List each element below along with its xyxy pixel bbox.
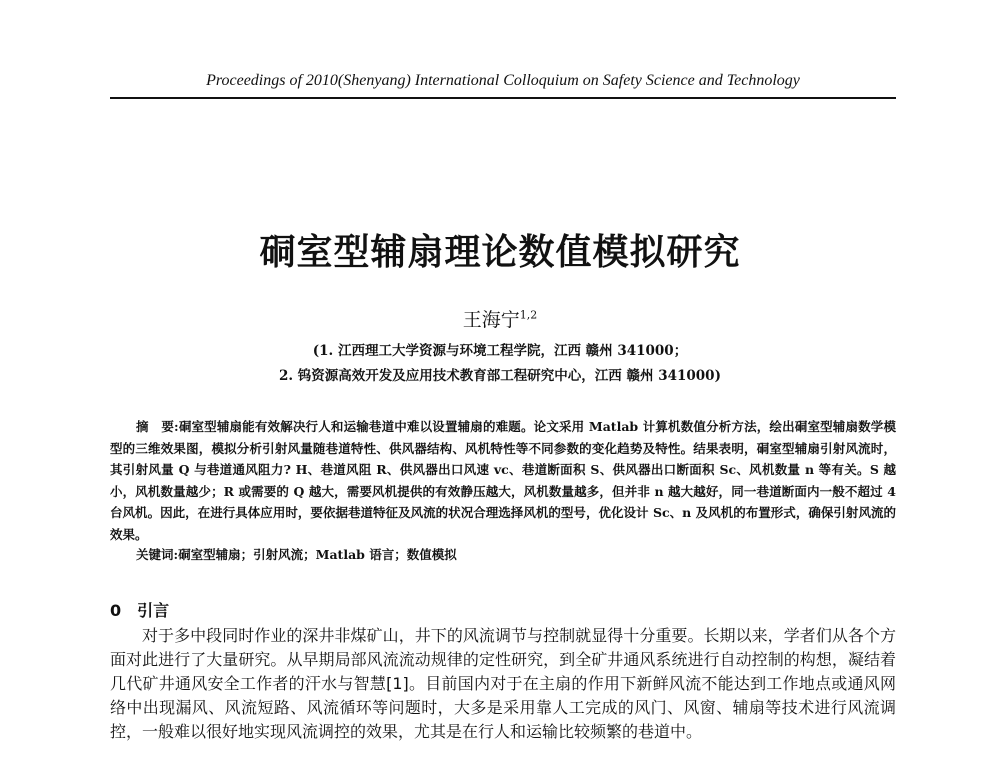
abstract-text: 硐室型辅扇能有效解决行人和运输巷道中难以设置辅扇的难题。论文采用 Matlab 计算机数值分析方法，绘出硐室型辅扇数学模型的三维效果图，模拟分析引射风量随巷道特性、供风器结构、风机特性等不同参数的变化趋势及特性。结果表明，硐室型辅扇引射风流时，其引射风量 Q 与巷道通风阻力? H、巷道风阻 R、供风器出口风速 vc、巷道断面积 S、供风器出口断面积 Sc、风机数量 n 等有关。S 越小，风机数量越少；R 或需要的 Q 越大，需要风机提供的有效静压越大，风机数量越多，但并非 n 越大越好，同一巷道断面内一般不超过 4 台风机。因此，在进行具体应用时，要依据巷道特征及风流的状况合理选择风机的型号，优化设计 Sc、n 及风机的布置形式，确保引射风流的效果。 [110,419,896,542]
abstract [110,416,896,545]
keywords [136,545,896,563]
section-heading: 0 引言 [110,601,170,620]
header-rule [110,97,896,99]
body-paragraph: 对于多中段同时作业的深井非煤矿山，井下的风流调节与控制就显得十分重要。长期以来，学者们从各个方面对此进行了大量研究。从早期局部风流流动规律的定性研究，到全矿井通风系统进行自动控制的构想，凝结着几代矿井通风安全工作者的汗水与智慧[1]。目前国内对于在主扇的作用下新鲜风流不能达到工作地点或通风网络中出现漏风、风流短路、风流循环等问题时，大多是采用靠人工完成的风门、风窗、辅扇等技术进行风流调控，一般难以很好地实现风流调控的效果，尤其是在行人和运输比较频繁的巷道中。 [110,626,896,741]
keywords-label: 关键词: [136,547,179,562]
affiliation-1: (1. 江西理工大学资源与环境工程学院，江西 赣州 341000； [312,343,688,359]
paper-title: 硐室型辅扇理论数值模拟研究 [259,231,741,273]
running-header: Proceedings of 2010(Shenyang) International Colloquium on Safety Science and Technology [206,72,800,89]
keywords-text: 硐室型辅扇；引射风流；Matlab 语言；数值模拟 [178,547,457,562]
affiliation-2: 2. 钨资源高效开发及应用技术教育部工程研究中心，江西 赣州 341000) [279,368,721,384]
author-name: 王海宁 [462,309,520,331]
author-line [0,305,1000,332]
author-superscript: 1,2 [519,308,538,322]
abstract-label: 摘 要: [136,419,179,434]
